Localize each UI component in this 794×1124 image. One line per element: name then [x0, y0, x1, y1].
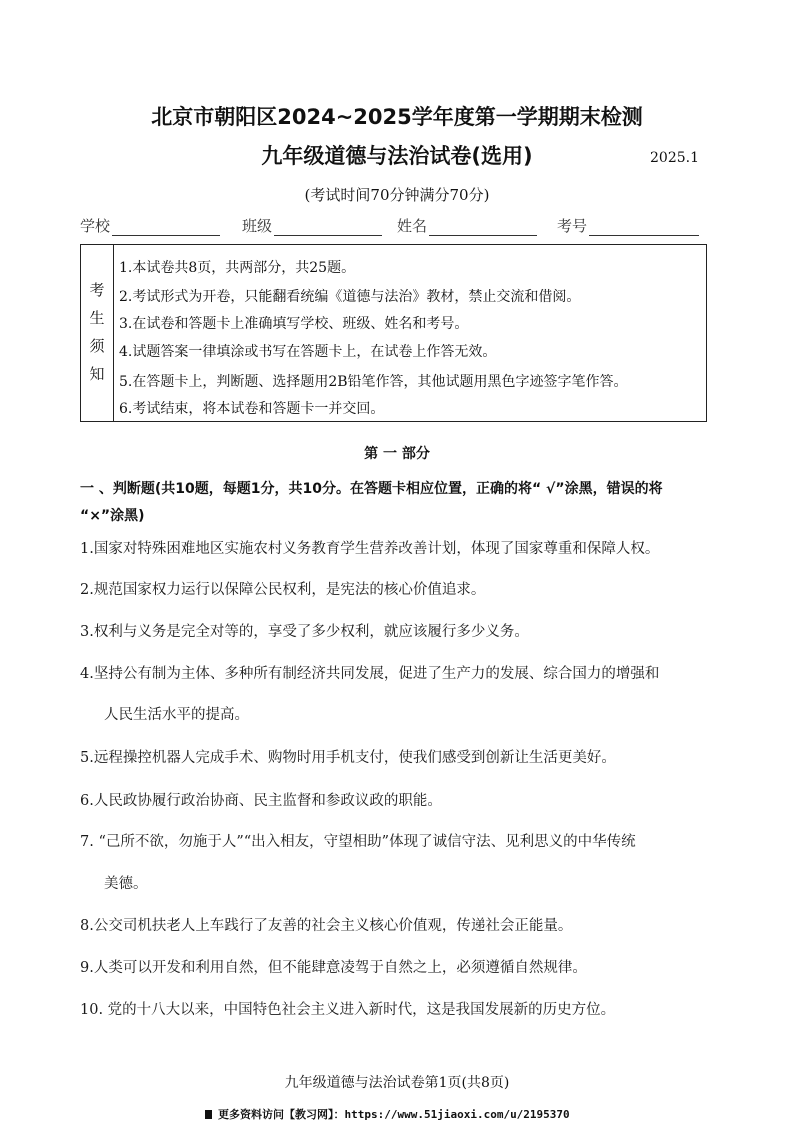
class-field[interactable]: [242, 215, 382, 236]
notice-item: 4.试题答案一律填涂或书写在答题卡上，在试卷上作答无效。: [119, 344, 497, 360]
question-item: 8.公交司机扶老人上车践行了友善的社会主义核心价值观，传递社会正能量。: [80, 918, 573, 934]
notice-item: 5.在答题卡上，判断题、选择题用2B铅笔作答，其他试题用黑色字迹签字笔作答。: [119, 374, 628, 390]
school-label: 学校: [80, 217, 111, 235]
page-footer: 九年级道德与法治试卷第1页(共8页): [284, 1075, 510, 1091]
school-field[interactable]: [80, 215, 220, 236]
exam-number-blank[interactable]: [589, 218, 699, 236]
question-item: 10. 党的十八大以来，中国特色社会主义进入新时代，这是我国发展新的历史方位。: [80, 1002, 616, 1018]
exam-title-line1: 北京市朝阳区2024~2025学年度第一学期期末检测: [151, 105, 643, 129]
question-item: 1.国家对特殊困难地区实施农村义务教育学生营养改善计划，体现了国家尊重和保障人权。: [80, 541, 660, 557]
question-item: 3.权利与义务是完全对等的，享受了多少权利，就应该履行多少义务。: [80, 624, 529, 640]
class-blank[interactable]: [274, 218, 382, 236]
name-field[interactable]: [397, 215, 537, 236]
question-item: 7. “己所不欲，勿施于人”“出入相友，守望相助”体现了诚信守法、见利思义的中华传统: [80, 834, 636, 850]
name-blank[interactable]: [429, 218, 537, 236]
name-label: 姓名: [397, 217, 428, 235]
exam-title-line2: 九年级道德与法治试卷(选用): [261, 144, 533, 168]
part-one-title: 第 一 部分: [364, 446, 430, 462]
student-info-row: [80, 215, 710, 237]
notice-side-char: 知: [89, 365, 105, 383]
question-item: 6.人民政协履行政治协商、民主监督和参政议政的职能。: [80, 793, 442, 809]
banner-text[interactable]: 更多资料访问【教习网】：https://www.51jiaoxi.com/u/2195370: [218, 1108, 570, 1121]
notice-item: 2.考试形式为开卷，只能翻看统编《道德与法治》教材，禁止交流和借阅。: [119, 289, 581, 305]
exam-subtitle: (考试时间70分钟满分70分): [304, 186, 490, 204]
section-heading-line1: 一 、判断题(共10题，每题1分，共10分。在答题卡相应位置，正确的将“ √”涂黑，错误的将: [80, 481, 663, 497]
resource-banner-link[interactable]: [205, 1106, 570, 1122]
notice-side-char: 生: [89, 309, 105, 327]
notice-item: 3.在试卷和答题卡上准确填写学校、班级、姓名和考号。: [119, 316, 469, 332]
exam-notice-box: [80, 244, 707, 422]
question-item: 9.人类可以开发和利用自然，但不能肆意凌驾于自然之上，必须遵循自然规律。: [80, 960, 587, 976]
section-heading-line2: “×”涂黑): [80, 508, 145, 524]
class-label: 班级: [242, 217, 273, 235]
question-item: 4.坚持公有制为主体、多种所有制经济共同发展，促进了生产力的发展、综合国力的增强和: [80, 666, 660, 682]
question-item-continuation: 美德。: [104, 876, 148, 892]
exam-number-label: 考号: [557, 217, 588, 235]
school-blank[interactable]: [112, 218, 220, 236]
question-item: 5.远程操控机器人完成手术、购物时用手机支付，使我们感受到创新让生活更美好。: [80, 750, 616, 766]
notice-side-char: 须: [89, 337, 105, 355]
notice-item: 6.考试结束，将本试卷和答题卡一并交回。: [119, 401, 385, 417]
flag-icon: [205, 1110, 212, 1119]
question-item-continuation: 人民生活水平的提高。: [104, 707, 249, 723]
notice-side-label: [81, 245, 114, 421]
notice-side-char: 考: [89, 281, 105, 299]
exam-number-field[interactable]: [557, 215, 699, 236]
exam-date: 2025.1: [650, 150, 699, 166]
question-item: 2.规范国家权力运行以保障公民权利，是宪法的核心价值追求。: [80, 582, 486, 598]
notice-item: 1.本试卷共8页，共两部分，共25题。: [119, 260, 356, 276]
